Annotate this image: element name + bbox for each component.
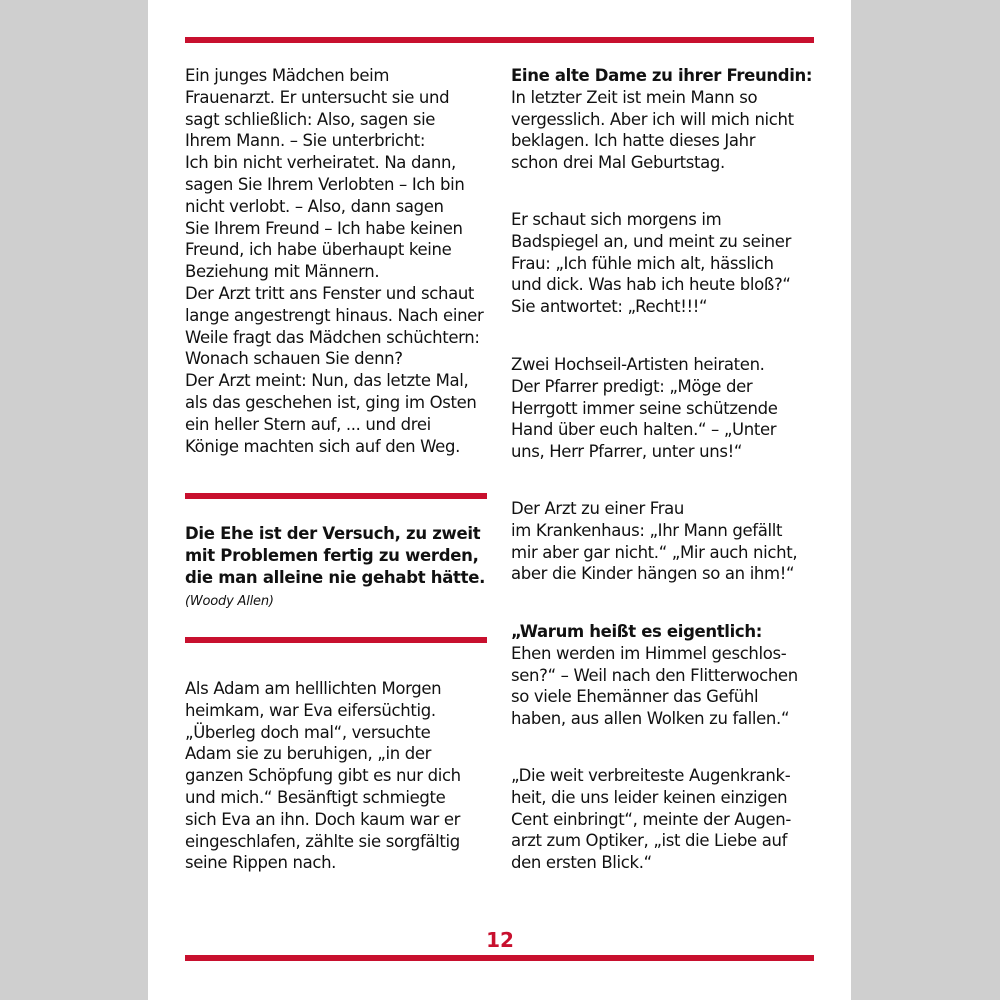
joke-hospital — [511, 498, 797, 585]
text-line: Sie Ihrem Freund – Ich habe keinen — [185, 218, 463, 238]
text-line: beklagen. Ich hatte dieses Jahr — [511, 131, 756, 151]
text-line: ein heller Stern auf, ... und drei — [185, 414, 431, 434]
text-line: Freund, ich habe überhaupt keine — [185, 240, 452, 260]
text-line: als das geschehen ist, ging im Osten — [185, 392, 477, 412]
text-line: schon drei Mal Geburtstag. — [511, 153, 725, 173]
text-line: „Die weit verbreiteste Augenkrank- — [511, 766, 791, 785]
text-line: Frau: „Ich fühle mich alt, hässlich — [511, 253, 774, 273]
text-line: In letzter Zeit ist mein Mann so — [511, 87, 758, 107]
text-line: aber die Kinder hängen so an ihm!“ — [511, 564, 795, 584]
text-line: „Überleg doch mal“, versuchte — [185, 722, 431, 742]
text-line: haben, aus allen Wolken zu fallen.“ — [511, 709, 790, 729]
book-page — [148, 0, 851, 1000]
text-line: arzt zum Optiker, „ist die Liebe auf — [511, 831, 788, 851]
text-line: seine Rippen nach. — [185, 853, 337, 873]
text-line: Zwei Hochseil-Artisten heiraten. — [511, 355, 765, 374]
text-line: heit, die uns leider keinen einzigen — [511, 787, 788, 807]
joke-eyes — [511, 765, 791, 874]
joke-artists — [511, 354, 778, 463]
text-line: Badspiegel an, und meint zu seiner — [511, 231, 792, 251]
page-number: 12 — [486, 928, 514, 952]
text-line: eingeschlafen, zählte sie sorgfältig — [185, 831, 460, 851]
text-line: Beziehung mit Männern. — [185, 262, 380, 282]
quote-line: mit Problemen fertig zu werden, — [185, 545, 479, 565]
joke-doctor — [185, 65, 483, 457]
text-line: Hand über euch halten.“ – „Unter — [511, 420, 777, 440]
joke-heading: Eine alte Dame zu ihrer Freundin: — [511, 66, 813, 85]
text-line: Der Pfarrer predigt: „Möge der — [511, 376, 753, 396]
joke-adam — [185, 678, 461, 874]
quote-line: die man alleine nie gehabt hätte. — [185, 567, 486, 587]
joke-old-lady — [511, 65, 812, 174]
text-line: lange angestrengt hinaus. Nach einer — [185, 305, 484, 325]
text-line: heimkam, war Eva eifersüchtig. — [185, 700, 436, 720]
text-line: Als Adam am helllichten Morgen — [185, 679, 442, 698]
text-line: Ich bin nicht verheiratet. Na dann, — [185, 153, 456, 173]
text-line: Der Arzt zu einer Frau — [511, 499, 685, 518]
text-line: sagt schließlich: Also, sagen sie — [185, 109, 436, 129]
text-line: Herrgott immer seine schützende — [511, 398, 778, 418]
text-line: ganzen Schöpfung gibt es nur dich — [185, 766, 461, 786]
text-line: den ersten Blick.“ — [511, 853, 652, 873]
text-line: Ehen werden im Himmel geschlos- — [511, 643, 787, 663]
bottom-rule — [185, 955, 814, 961]
quote-top-rule — [185, 493, 487, 499]
text-line: so viele Ehemänner das Gefühl — [511, 687, 759, 707]
text-line: Frauenarzt. Er untersucht sie und — [185, 87, 450, 107]
woody-allen-quote — [185, 523, 485, 611]
text-line: Der Arzt tritt ans Fenster und schaut — [185, 283, 475, 303]
joke-heading: „Warum heißt es eigentlich: — [511, 622, 762, 641]
text-line: Weile fragt das Mädchen schüchtern: — [185, 327, 480, 347]
text-line: Ihrem Mann. – Sie unterbricht: — [185, 131, 426, 151]
text-line: Könige machten sich auf den Weg. — [185, 436, 460, 456]
text-line: und mich.“ Besänftigt schmiegte — [185, 787, 446, 807]
text-line: sich Eva an ihn. Doch kaum war er — [185, 809, 461, 829]
text-line: Der Arzt meint: Nun, das letzte Mal, — [185, 371, 469, 391]
quote-line: Die Ehe ist der Versuch, zu zweit — [185, 524, 481, 543]
top-rule — [185, 37, 814, 43]
quote-bottom-rule — [185, 637, 487, 643]
text-line: sen?“ – Weil nach den Flitterwochen — [511, 665, 798, 685]
text-line: nicht verlobt. – Also, dann sagen — [185, 196, 444, 216]
quote-author: (Woody Allen) — [185, 594, 274, 610]
text-line: sagen Sie Ihrem Verlobten – Ich bin — [185, 174, 465, 194]
text-line: im Krankenhaus: „Ihr Mann gefällt — [511, 520, 783, 540]
text-line: Sie antwortet: „Recht!!!“ — [511, 297, 708, 317]
text-line: vergesslich. Aber ich will mich nicht — [511, 109, 794, 129]
text-line: Er schaut sich morgens im — [511, 210, 722, 229]
text-line: Ein junges Mädchen beim — [185, 66, 390, 85]
joke-heaven — [511, 621, 798, 730]
text-line: Adam sie zu beruhigen, „in der — [185, 744, 432, 764]
text-line: mir aber gar nicht.“ „Mir auch nicht, — [511, 542, 798, 562]
text-line: und dick. Was hab ich heute bloß?“ — [511, 275, 791, 295]
text-line: Wonach schauen Sie denn? — [185, 349, 403, 369]
joke-mirror — [511, 209, 791, 318]
text-line: uns, Herr Pfarrer, unter uns!“ — [511, 442, 743, 462]
text-line: Cent einbringt“, meinte der Augen- — [511, 809, 791, 829]
